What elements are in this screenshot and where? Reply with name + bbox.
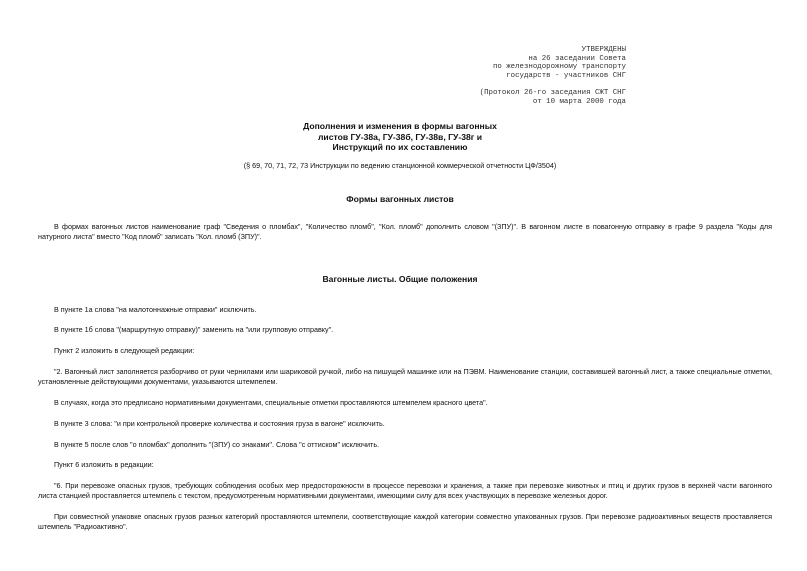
approval-line: на 26 заседании Совета xyxy=(528,54,626,63)
paragraph: При совместной упаковке опасных грузов разных категорий проставляются штемпели, соответствующие каждой категории совместно упакованных грузов. При перевозке радиоактивных веществ проставляется штемпель "Радиоактивно". xyxy=(38,512,772,531)
section-heading-general: Вагонные листы. Общие положения xyxy=(322,274,478,284)
protocol-line: от 10 марта 2000 года xyxy=(532,97,626,106)
approval-line: государств - участников СНГ xyxy=(506,71,626,80)
paragraph: Пункт 6 изложить в редакции: xyxy=(54,460,154,469)
paragraph: "6. При перевозке опасных грузов, требующих соблюдения особых мер предосторожности в процессе перевозки и хранения, а также при перевозке животных и птиц и других грузов в верхней части вагонного листа станцией проставляется штемпель с текстом, предусмотренным нормативными документами, имеющими силу для всех участвующих в перевозке железных дорог. xyxy=(38,481,772,500)
paragraph: В пункте 3 слова: "и при контрольной проверке количества и состояния груза в вагоне" исключить. xyxy=(54,419,385,428)
paragraph-forms: В формах вагонных листов наименование граф "Сведения о пломбах", "Количество пломб", "Кол. пломб" дополнить словом "(ЗПУ)". В вагонном листе в повагонную отправку в графе 9 раздела "Коды для натурного листа" вместо "Код пломб" записать "Кол. пломб (ЗПУ)". xyxy=(38,222,772,241)
paragraph: Пункт 2 изложить в следующей редакции: xyxy=(54,346,195,355)
paragraph: В пункте 5 после слов "о пломбах" дополнить "(ЗПУ) со знаками". Слова "с оттиском" исключить. xyxy=(54,440,380,449)
approval-stamp xyxy=(440,46,626,107)
approval-spacer xyxy=(440,80,626,89)
protocol-line: (Протокол 26-го заседания СЖТ СНГ xyxy=(479,89,626,98)
approval-line: по железнодорожному транспорту xyxy=(492,63,626,72)
title-line: листов ГУ-38а, ГУ-38б, ГУ-38в, ГУ-38г и xyxy=(317,131,483,142)
document-subtitle: (§ 69, 70, 71, 72, 73 Инструкции по ведению станционной коммерческой отчетности ЦФ/3504) xyxy=(243,161,557,170)
paragraph: В пункте 1а слова "на малотоннажные отправки" исключить. xyxy=(54,305,257,314)
title-line: Дополнения и изменения в формы вагонных xyxy=(303,121,497,131)
document-title xyxy=(180,121,620,153)
approval-line: УТВЕРЖДЕНЫ xyxy=(581,46,626,54)
paragraph: "2. Вагонный лист заполняется разборчиво от руки чернилами или шариковой ручкой, либо на пишущей машинке или на ПЭВМ. Наименование станции, составившей вагонный лист, а также специальные отметки, установленные действующими документами, указываются штемпелем. xyxy=(38,367,772,386)
paragraph: В случаях, когда это предписано нормативными документами, специальные отметки проставляются штемпелем красного цвета". xyxy=(54,398,488,407)
paragraph: В пункте 1б слова "(маршрутную отправку)" заменить на "или групповую отправку". xyxy=(54,325,334,334)
section-heading-forms: Формы вагонных листов xyxy=(346,194,454,204)
title-line: Инструкций по их составлению xyxy=(332,142,468,153)
